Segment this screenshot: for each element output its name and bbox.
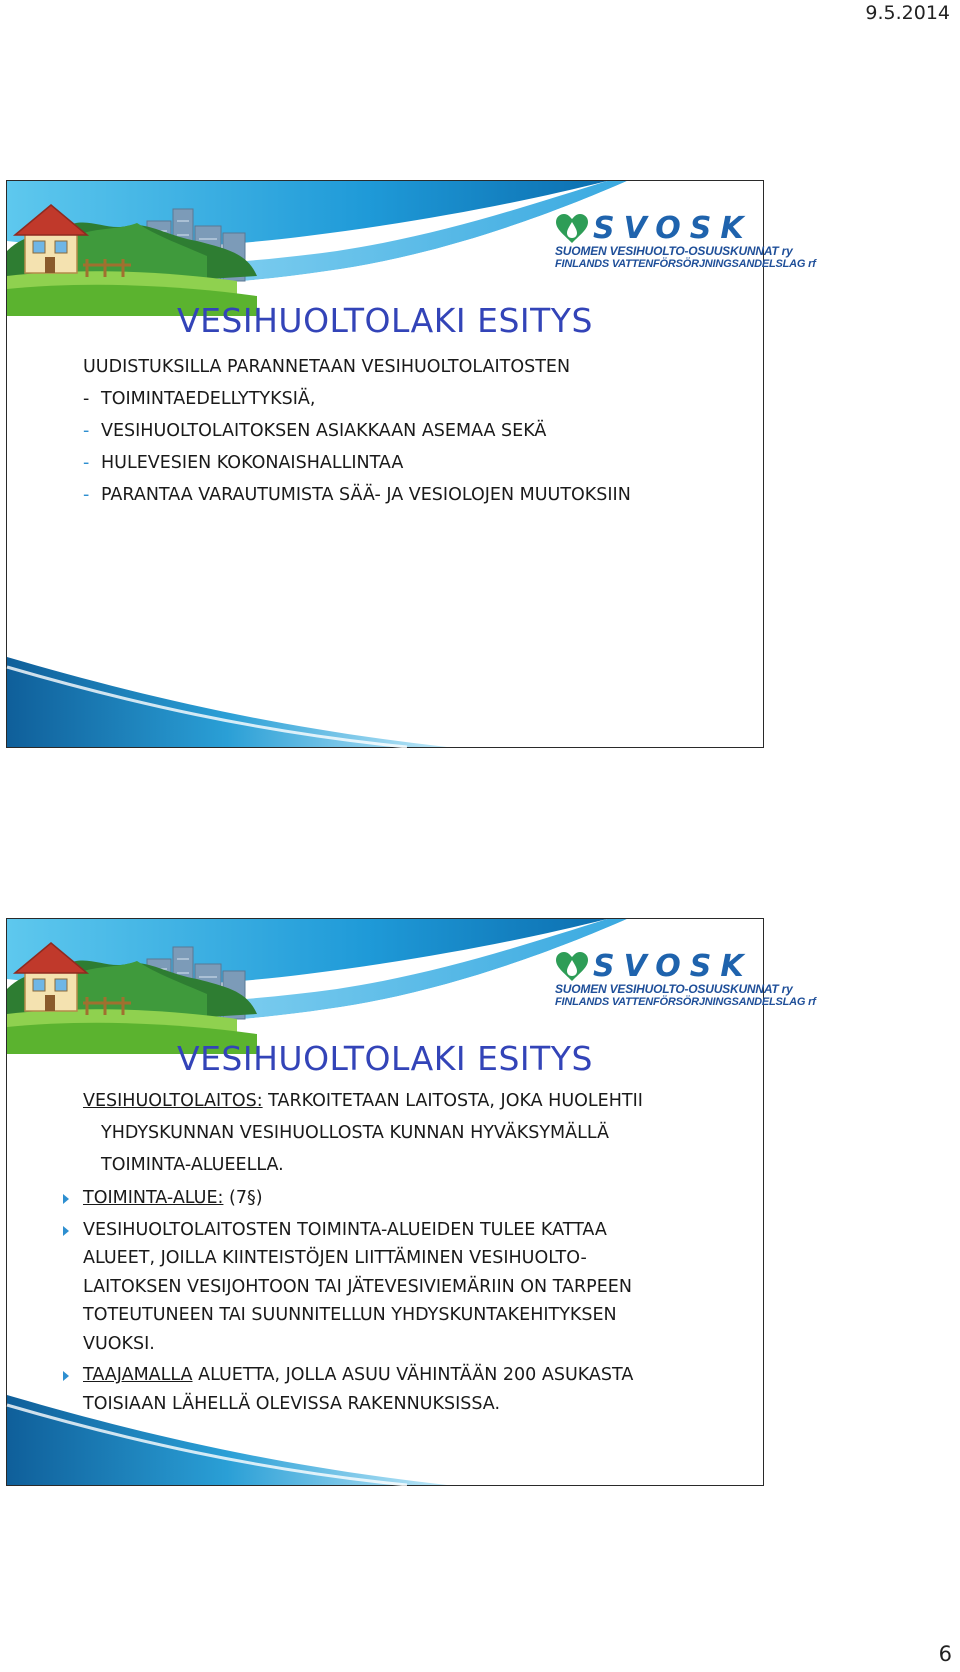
list-item-text: HULEVESIEN KOKONAISHALLINTAA <box>101 453 404 473</box>
bullet-text: VESIHUOLTOLAITOSTEN TOIMINTA-ALUEIDEN TULEE KATTAA <box>83 1219 607 1240</box>
list-item-text: VESIHUOLTOLAITOKSEN ASIAKKAAN ASEMAA SEKÄ <box>101 421 547 441</box>
slide-title: VESIHUOLTOLAKI ESITYS <box>177 1039 593 1078</box>
dash-marker: - <box>83 453 90 473</box>
list-item-text: TOIMINTAEDELLYTYKSIÄ, <box>101 389 316 409</box>
list-item-text: PARANTAA VARAUTUMISTA SÄÄ- JA VESIOLOJEN MUUTOKSIIN <box>101 485 631 505</box>
intro-text: UUDISTUKSILLA PARANNETAAN VESIHUOLTOLAITOSTEN <box>83 357 571 377</box>
bullet-term: TOIMINTA-ALUE: <box>83 1188 224 1208</box>
bullet-text: LAITOKSEN VESIJOHTOON TAI JÄTEVESIVIEMÄRIIN ON TARPEEN <box>83 1276 632 1297</box>
dash-marker: - <box>83 421 90 441</box>
heart-drop-logo-icon <box>555 952 589 982</box>
slide-title: VESIHUOLTOLAKI ESITYS <box>177 301 593 340</box>
definition-term: VESIHUOLTOLAITOS: <box>83 1091 263 1111</box>
bullet-text: VUOKSI. <box>83 1333 155 1354</box>
definition-text: TARKOITETAAN LAITOSTA, JOKA HUOLEHTII <box>262 1091 643 1111</box>
bullet-item <box>83 1184 743 1213</box>
bottom-wave-decoration <box>7 1395 447 1485</box>
heart-drop-logo-icon <box>555 214 589 244</box>
logo-subtitle-fi: SUOMEN VESIHUOLTO-OSUUSKUNNAT ry <box>555 982 793 996</box>
list-item <box>83 447 743 479</box>
list-item <box>83 415 743 447</box>
triangle-bullet-icon <box>63 1371 69 1381</box>
triangle-bullet-icon <box>63 1194 69 1204</box>
logo-subtitle-fi: SUOMEN VESIHUOLTO-OSUUSKUNNAT ry <box>555 244 793 258</box>
slide-body <box>83 351 743 511</box>
bullet-item <box>83 1216 743 1359</box>
list-item <box>83 479 743 511</box>
triangle-bullet-icon <box>63 1226 69 1236</box>
bullet-term: TAAJAMALLA <box>83 1365 193 1385</box>
page-number: 6 <box>938 1642 952 1666</box>
slide-body <box>83 1085 743 1418</box>
logo-wordmark: SVOSK <box>593 949 753 984</box>
bullet-text: TOTEUTUNEEN TAI SUUNNITELLUN YHDYSKUNTAKEHITYKSEN <box>83 1305 617 1325</box>
bottom-wave-decoration <box>7 657 447 747</box>
definition-text: YHDYSKUNNAN VESIHUOLLOSTA KUNNAN HYVÄKSYMÄLLÄ <box>101 1123 609 1143</box>
svosk-logo <box>555 211 816 270</box>
logo-subtitle-sv: FINLANDS VATTENFÖRSÖRJNINGSANDELSLAG rf <box>555 258 816 270</box>
svosk-logo <box>555 949 816 1008</box>
dash-marker: - <box>83 389 90 409</box>
logo-wordmark: SVOSK <box>593 211 753 246</box>
slide-1 <box>6 180 816 748</box>
bullet-text: TOISIAAN LÄHELLÄ OLEVISSA RAKENNUKSISSA. <box>83 1393 501 1414</box>
logo-subtitle-sv: FINLANDS VATTENFÖRSÖRJNINGSANDELSLAG rf <box>555 996 816 1008</box>
list-item <box>83 383 743 415</box>
bullet-text: ALUETTA, JOLLA ASUU VÄHINTÄÄN 200 ASUKASTA <box>192 1365 634 1385</box>
definition-text: TOIMINTA-ALUEELLA. <box>101 1155 284 1175</box>
slide-2 <box>6 918 816 1486</box>
bullet-text: (7§) <box>223 1188 263 1208</box>
dash-marker: - <box>83 485 90 505</box>
definition-paragraph <box>83 1085 743 1181</box>
bullet-text: ALUEET, JOILLA KIINTEISTÖJEN LIITTÄMINEN VESIHUOLTO- <box>83 1248 587 1268</box>
page-date: 9.5.2014 <box>865 2 950 24</box>
